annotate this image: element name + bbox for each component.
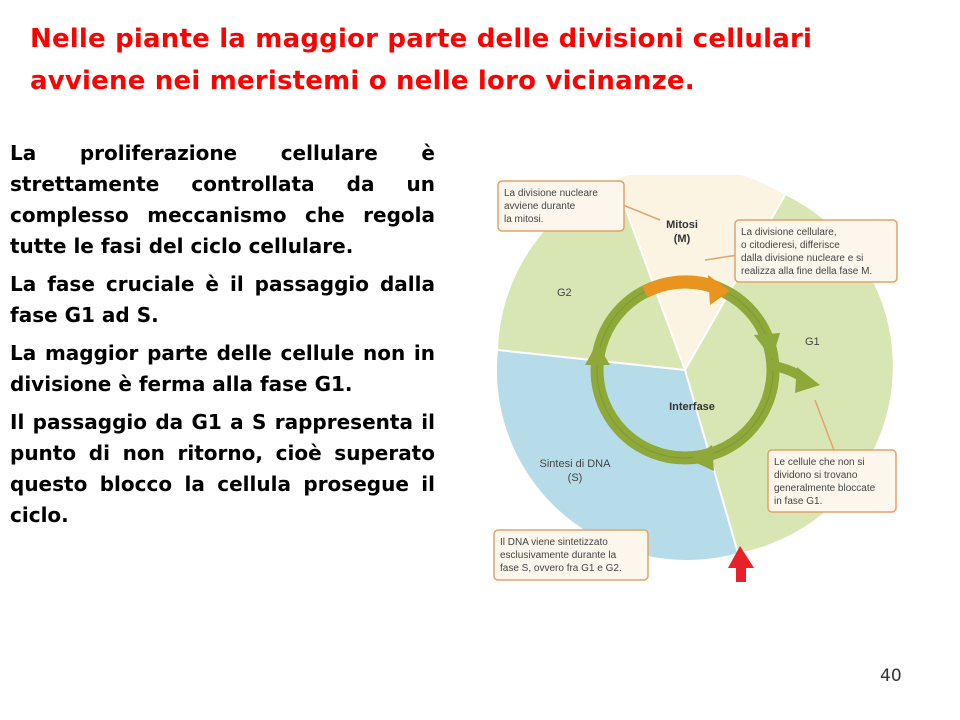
sintesi-label-s: (S)	[567, 472, 583, 484]
paragraph-4: Il passaggio da G1 a S rappresenta il punto di non ritorno, cioè superato questo blocco la cellula prosegue il ciclo.	[10, 410, 435, 527]
sintesi-label: Sintesi di DNA	[539, 458, 611, 470]
callout-dna-line1: Il DNA viene sintetizzato	[500, 537, 608, 548]
mitosi-label-m: (M)	[673, 233, 691, 245]
callout-cyto-line1: La divisione cellulare,	[741, 227, 837, 238]
callout-nuclear-line1: La divisione nucleare	[504, 188, 598, 199]
page-title: Nelle piante la maggior parte delle divisioni cellulari avviene nei meristemi o nelle loro vicinanze.	[30, 24, 813, 96]
mitosi-label: Mitosi	[666, 219, 698, 231]
interfase-label: Interfase	[669, 401, 715, 413]
cell-cycle-diagram	[490, 175, 905, 585]
paragraph-2: La fase cruciale è il passaggio dalla fase G1 ad S.	[10, 272, 435, 327]
callout-g1-line3: generalmente bloccate	[774, 483, 876, 494]
callout-dna-line3: fase S, ovvero fra G1 e G2.	[500, 563, 622, 574]
callout-g1-line1: Le cellule che non si	[774, 457, 865, 468]
page-number: 40	[880, 666, 902, 686]
g2-label: G2	[557, 287, 572, 299]
red-arrow-icon	[728, 546, 758, 584]
paragraph-1: La proliferazione cellulare è strettamente controllata da un complesso meccanismo che regola tutte le fasi del ciclo cellulare.	[10, 141, 435, 258]
callout-nuclear-line3: la mitosi.	[504, 214, 544, 225]
callout-dna-line2: esclusivamente durante la	[500, 550, 617, 561]
callout-g1-line2: dividono si trovano	[774, 470, 858, 481]
paragraph-3: La maggior parte delle cellule non in divisione è ferma alla fase G1.	[10, 341, 435, 396]
callout-cyto-line4: realizza alla fine della fase M.	[741, 266, 873, 277]
body-text	[10, 138, 435, 538]
callout-cyto-line3: dalla divisione nucleare e si	[741, 253, 864, 264]
callout-g1-line4: in fase G1.	[774, 496, 823, 507]
callout-cyto-line2: o citodieresi, differisce	[741, 240, 840, 251]
callout-nuclear-line2: avviene durante	[504, 201, 576, 212]
g1-label: G1	[805, 336, 820, 348]
